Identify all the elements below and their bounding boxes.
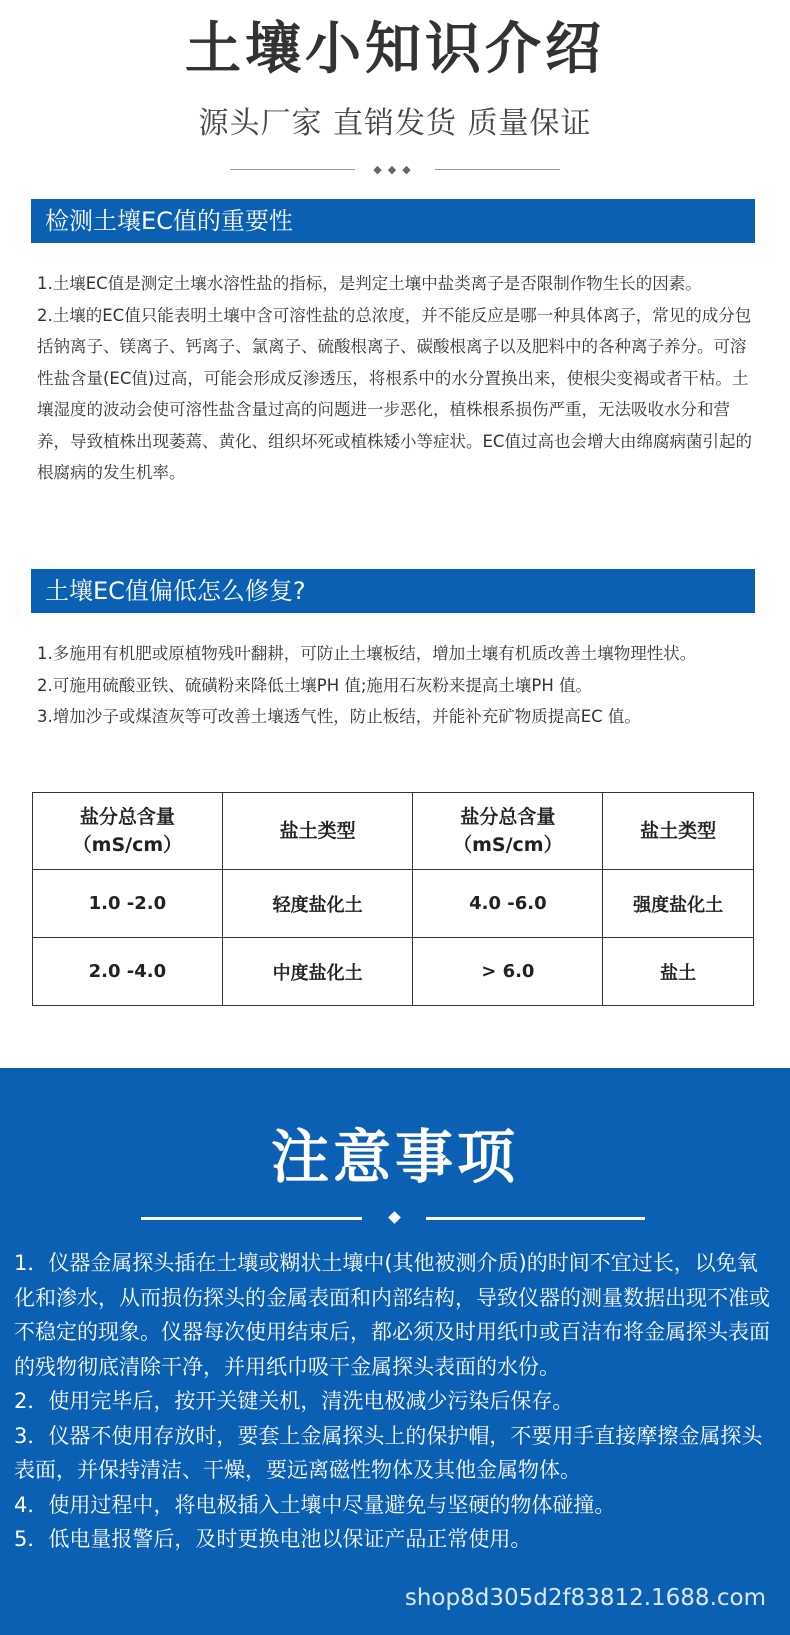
header-line: 盐土类型 (279, 820, 356, 842)
table-header-cell (413, 793, 603, 870)
paragraph: 2.土壤的EC值只能表明土壤中含可溶性盐的总浓度，并不能反应是哪一种具体离子，常见的成分包括钠离子、镁离子、钙离子、氯离子、硫酸根离子、碳酸根离子以及肥料中的各种离子养分。可溶性盐含量(EC值)过高，可能会形成反渗透压，将根系中的水分置换出来，使根尖变褐或者干枯。土壤湿度的波动会使可溶性盐含量过高的问题进一步恶化，植株根系损伤严重，无法吸收水分和营养，导致植株出现萎蔫、黄化、组织坏死或植株矮小等症状。EC值过高也会增大由绵腐病菌引起的根腐病的发生机率。 (37, 305, 752, 482)
table-cell: > 6.0 (413, 938, 603, 1006)
table-header-row (33, 793, 754, 870)
notice-list (14, 1246, 776, 1557)
table-cell: 轻度盐化土 (222, 870, 413, 938)
header-line: 盐分总含量 (460, 806, 556, 828)
header-line: 盐土类型 (640, 820, 717, 842)
notice-divider-right (426, 1217, 645, 1220)
section-heading-ec-importance: 检测土壤EC值的重要性 (31, 199, 755, 243)
notice-divider-left (141, 1217, 362, 1220)
title-divider (230, 163, 560, 177)
paragraph: 3.增加沙子或煤渣灰等可改善土壤透气性，防止板结，并能补充矿物质提高EC 值。 (37, 707, 641, 726)
paragraph: 1.多施用有机肥或原植物残叶翻耕，可防止土壤板结，增加土壤有机质改善土壤物理性状。 (37, 644, 697, 663)
section-body-ec-repair (37, 638, 755, 733)
table-cell: 盐土 (603, 938, 754, 1006)
divider-line-right (435, 169, 560, 170)
table-cell: 中度盐化土 (222, 938, 413, 1006)
list-item: 4．使用过程中，将电极插入土壤中尽量避免与坚硬的物体碰撞。 (14, 1492, 616, 1517)
header-line: 盐分总含量 (79, 806, 175, 828)
shop-watermark: shop8d305d2f83812.1688.com (404, 1585, 766, 1611)
table-row (33, 870, 754, 938)
paragraph: 2.可施用硫酸亚铁、硫磺粉来降低土壤PH 值;施用石灰粉来提高土壤PH 值。 (37, 675, 593, 695)
page-subtitle: 源头厂家 直销发货 质量保证 (198, 106, 592, 141)
header-unit: （mS/cm） (453, 834, 563, 856)
table-cell: 2.0 -4.0 (33, 938, 223, 1006)
list-item: 2．使用完毕后，按开关键关机，清洗电极减少污染后保存。 (14, 1389, 574, 1413)
list-item: 3．仪器不使用存放时，要套上金属探头上的保护帽，不要用手直接摩擦金属探头表面，并保持清洁、干燥，要远离磁性物体及其他金属物体。 (14, 1423, 763, 1482)
page-title: 土壤小知识介绍 (185, 17, 605, 82)
divider-line-left (230, 169, 355, 170)
table-cell: 强度盐化土 (603, 870, 754, 938)
table-row (33, 938, 754, 1006)
section-body-ec-importance (37, 268, 755, 489)
table-header-cell (222, 793, 413, 870)
divider-dots: ◆◆◆ (373, 163, 417, 176)
list-item: 1．仪器金属探头插在土壤或糊状土壤中(其他被测介质)的时间不宜过长，以免氧化和渗水，从而损伤探头的金属表面和内部结构，导致仪器的测量数据出现不准或不稳定的现象。仪器每次使用结束后，都必须及时用纸巾或百洁布将金属探头表面的残物彻底清除干净，并用纸巾吸干金属探头表面的水份。 (14, 1251, 770, 1379)
notice-title: 注意事项 (270, 1123, 519, 1191)
salt-classification-table (32, 792, 754, 1006)
table-header-cell (603, 793, 754, 870)
table-cell: 1.0 -2.0 (33, 870, 223, 938)
header-unit: （mS/cm） (72, 834, 183, 856)
list-item: 5．低电量报警后，及时更换电池以保证产品正常使用。 (14, 1527, 532, 1551)
table-header-cell (33, 793, 223, 870)
table-cell: 4.0 -6.0 (413, 870, 603, 938)
section-heading-ec-repair: 土壤EC值偏低怎么修复? (31, 569, 755, 613)
paragraph: 1.土壤EC值是测定土壤水溶性盐的指标，是判定土壤中盐类离子是否限制作物生长的因素。 (37, 274, 702, 293)
